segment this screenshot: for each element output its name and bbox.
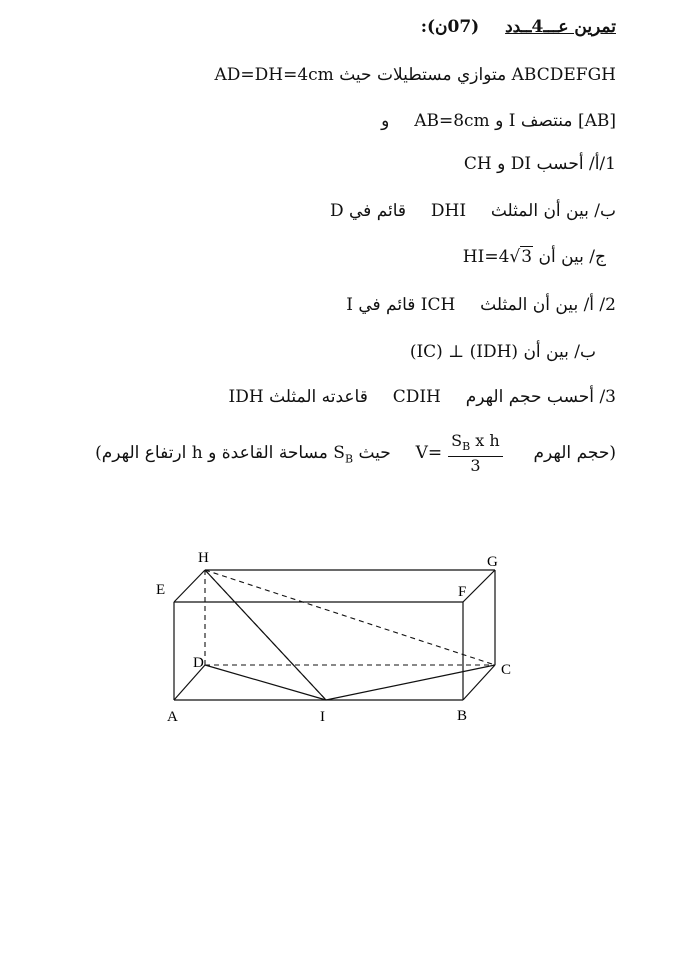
q2a-right-text: قائم في: [358, 295, 416, 315]
question-2a: [346, 294, 616, 316]
edge-bc: [463, 665, 495, 700]
sb-s: S: [333, 443, 345, 464]
q2a-label: 2/ أ/: [583, 295, 616, 315]
q1b-text: بين أن المثلث: [490, 201, 589, 221]
q1b-label: ب/: [594, 201, 616, 221]
pyramid-cdih: CDIH: [392, 387, 441, 407]
edge-eh: [174, 570, 205, 602]
h-symbol: h: [191, 443, 203, 464]
q1c-label: ج/: [589, 247, 606, 267]
formula-where: حيث: [358, 443, 391, 464]
formula-math: [416, 432, 509, 475]
hi-equation: HI=4√3: [462, 247, 533, 267]
label-i: I: [320, 709, 325, 725]
question-1a: [464, 153, 616, 175]
segment-ic-line: [326, 665, 495, 700]
numerator-s: S: [451, 431, 463, 450]
segment-di: DI: [510, 154, 532, 174]
q2b-text: بين أن: [523, 342, 569, 362]
question-1c: [463, 246, 606, 268]
fraction-numerator: [448, 432, 503, 457]
q3-text: أحسب حجم الهرم: [465, 387, 595, 407]
q1a-text: أحسب: [536, 154, 584, 174]
question-3: [228, 386, 616, 408]
numerator-sub: B: [462, 440, 471, 454]
perpendicular-statement: (IC) ⊥ (IDH): [409, 342, 519, 362]
edge-fg: [463, 570, 495, 602]
dimension-ab: AB=8cm: [414, 111, 490, 131]
sb-description: مساحة القاعدة و: [208, 443, 328, 464]
and-word-2: و: [381, 111, 390, 131]
and-word: و: [495, 111, 504, 131]
statement-line-2: [381, 110, 616, 132]
segment-hi-line: [205, 570, 326, 700]
label-d: D: [193, 655, 204, 671]
question-2b: [410, 341, 596, 363]
formula-open-text: (حجم الهرم: [533, 443, 616, 464]
q3-label: 3/: [599, 387, 616, 407]
dimensions-ad-dh: AD=DH=4cm: [214, 65, 334, 85]
formula-v: V=: [415, 443, 443, 464]
vertex-d: D: [329, 201, 344, 221]
label-g: G: [487, 554, 498, 570]
question-1b: [330, 200, 616, 222]
hi-lhs: HI=4: [462, 247, 510, 267]
label-e: E: [156, 582, 166, 598]
triangle-ich: ICH: [420, 295, 456, 315]
q2a-text: بين أن المثلث: [480, 295, 579, 315]
fraction-denominator: 3: [470, 456, 481, 476]
statement-text-1: متوازي مستطيلات حيث: [339, 65, 507, 85]
numerator-rest: x h: [470, 431, 500, 450]
segment-hc-hidden: [205, 570, 495, 665]
sb-symbol: [333, 433, 353, 479]
label-a: A: [167, 709, 178, 725]
formula-fraction: [448, 432, 503, 475]
q1c-text: بين أن: [538, 247, 584, 267]
label-c: C: [501, 662, 512, 678]
q2b-label: ب/: [574, 342, 596, 362]
q1b-right-text: قائم في: [349, 201, 407, 221]
segment-ch: CH: [463, 154, 492, 174]
label-f: F: [458, 584, 467, 600]
label-b: B: [457, 708, 468, 724]
statement-line-1: [215, 64, 617, 86]
edge-ad: [174, 665, 205, 700]
point-i: I: [508, 111, 516, 131]
title-text: تمرين عـــ4ــدد: [505, 17, 616, 37]
label-h: H: [198, 550, 209, 566]
q1a-label: 1/أ/: [588, 154, 616, 174]
h-description: ارتفاع الهرم): [95, 443, 187, 464]
triangle-idh: IDH: [228, 387, 264, 407]
solid-name: ABCDEFGH: [511, 65, 616, 85]
q1a-and: و: [497, 154, 506, 174]
q3-base-text: قاعدته المثلث: [269, 387, 368, 407]
points-text: (07ن):: [420, 17, 480, 37]
volume-formula: [95, 432, 616, 479]
segment-hi-dashed: [205, 570, 326, 700]
vertex-i: I: [346, 295, 353, 315]
segment-di-line: [205, 665, 326, 700]
exercise-title: [421, 16, 616, 38]
segment-ab: [AB]: [577, 111, 616, 131]
midpoint-text: منتصف: [520, 111, 573, 131]
sb-sub: B: [344, 452, 354, 466]
triangle-dhi: DHI: [430, 201, 467, 221]
radicand: 3: [521, 247, 533, 267]
